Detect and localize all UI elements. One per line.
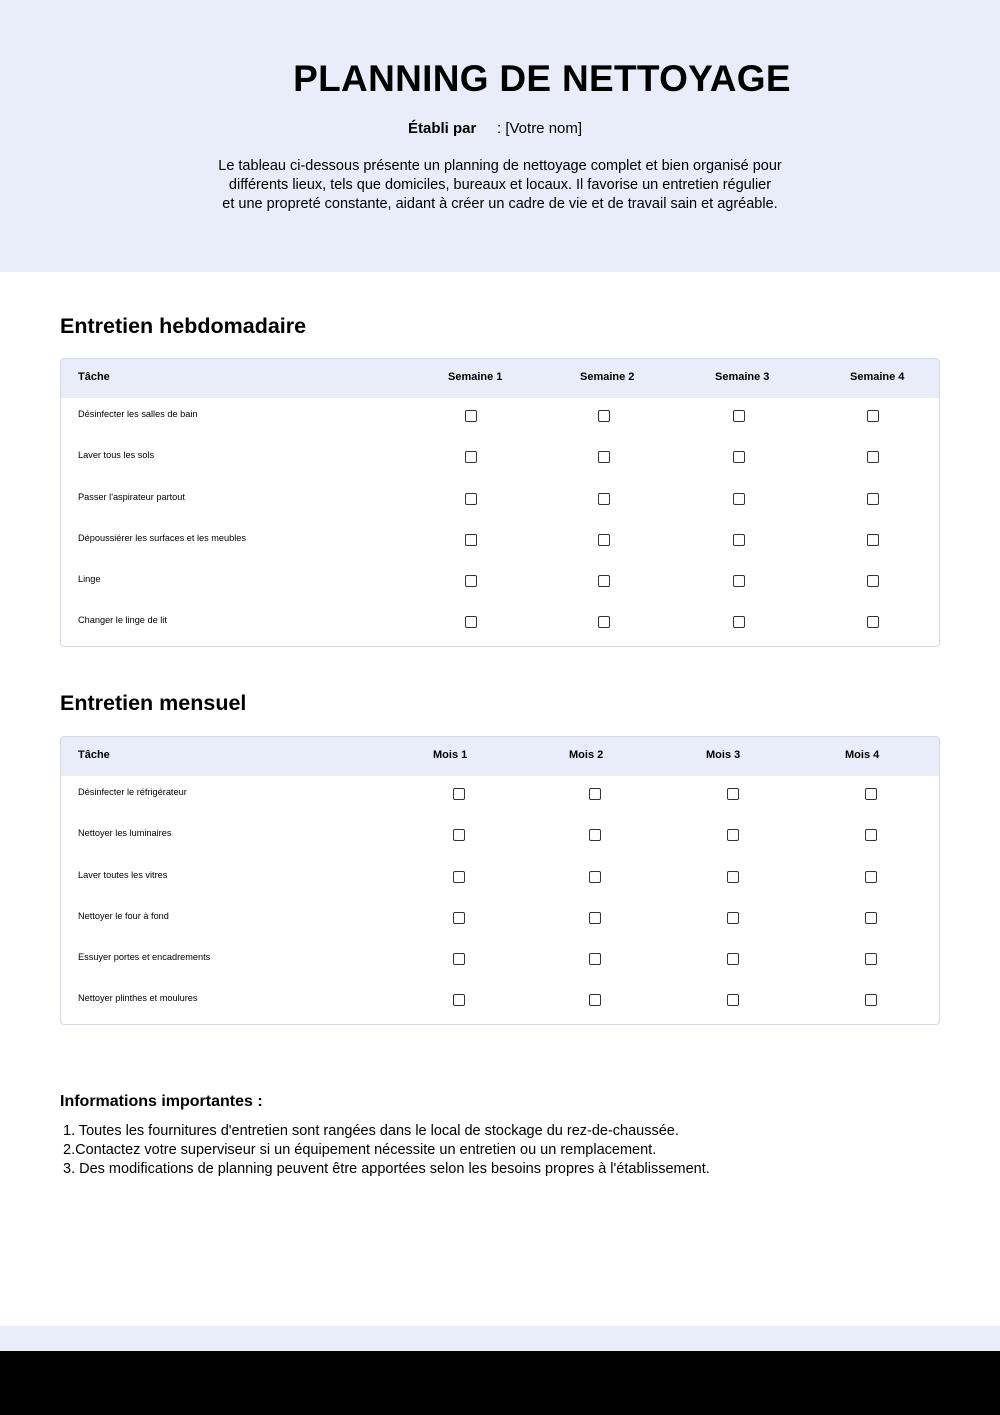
info-item: 2.Contactez votre superviseur si un équipement nécessite un entretien ou un remplacement.	[63, 1142, 657, 1158]
weekly-table	[60, 358, 940, 647]
page-title: PLANNING DE NETTOYAGE	[293, 58, 791, 99]
checkbox[interactable]	[598, 575, 610, 587]
checkbox[interactable]	[589, 994, 601, 1006]
table-row	[61, 982, 939, 1023]
checkbox[interactable]	[865, 953, 877, 965]
checkbox[interactable]	[865, 994, 877, 1006]
checkbox[interactable]	[727, 912, 739, 924]
author-value[interactable]: : [Votre nom]	[497, 120, 583, 137]
task-label: Désinfecter le réfrigérateur	[78, 787, 187, 797]
table-row	[61, 439, 939, 480]
task-label: Changer le linge de lit	[78, 615, 167, 626]
author-label: Établi par	[408, 120, 477, 137]
intro-line: Le tableau ci-dessous présente un planning de nettoyage complet et bien organisé pour	[218, 158, 782, 174]
task-label: Passer l'aspirateur partout	[78, 491, 185, 502]
task-label: Laver tous les sols	[78, 450, 155, 461]
checkbox[interactable]	[589, 912, 601, 924]
table-row	[61, 481, 939, 522]
table-header	[61, 737, 939, 776]
checkbox[interactable]	[865, 829, 877, 841]
checkbox[interactable]	[465, 616, 477, 628]
checkbox[interactable]	[465, 575, 477, 587]
checkbox[interactable]	[727, 788, 739, 800]
checkbox[interactable]	[733, 616, 745, 628]
checkbox[interactable]	[867, 451, 879, 463]
info-list	[63, 1122, 710, 1179]
column-header-period: Semaine 3	[715, 371, 770, 383]
checkbox[interactable]	[733, 493, 745, 505]
column-header-period: Semaine 1	[448, 371, 503, 383]
table-row	[61, 817, 939, 858]
checkbox[interactable]	[867, 575, 879, 587]
table-row	[61, 941, 939, 982]
checkbox[interactable]	[465, 451, 477, 463]
checkbox[interactable]	[598, 534, 610, 546]
task-label: Nettoyer le four à fond	[78, 910, 169, 921]
monthly-section-title: Entretien mensuel	[60, 691, 247, 715]
checkbox[interactable]	[727, 829, 739, 841]
column-header-period: Mois 2	[569, 749, 604, 761]
column-header-period: Mois 1	[433, 749, 468, 761]
info-item: 1. Toutes les fournitures d'entretien sont rangées dans le local de stockage du rez-de-chaussée.	[63, 1123, 679, 1139]
checkbox[interactable]	[867, 616, 879, 628]
task-label: Nettoyer les luminaires	[78, 828, 172, 839]
checkbox[interactable]	[865, 871, 877, 883]
table-row	[61, 604, 939, 645]
weekly-section-title: Entretien hebdomadaire	[60, 314, 307, 338]
checkbox[interactable]	[733, 534, 745, 546]
checkbox[interactable]	[589, 871, 601, 883]
column-header-period: Semaine 4	[850, 371, 905, 383]
task-label: Nettoyer plinthes et moulures	[78, 993, 198, 1004]
task-label: Désinfecter les salles de bain	[78, 409, 198, 419]
checkbox[interactable]	[453, 871, 465, 883]
table-row	[61, 522, 939, 563]
checkbox[interactable]	[598, 493, 610, 505]
checkbox[interactable]	[867, 534, 879, 546]
checkbox[interactable]	[733, 451, 745, 463]
column-header-task: Tâche	[78, 749, 110, 761]
checkbox[interactable]	[727, 994, 739, 1006]
checkbox[interactable]	[598, 616, 610, 628]
checkbox[interactable]	[465, 534, 477, 546]
checkbox[interactable]	[727, 953, 739, 965]
footer-band	[0, 1326, 1000, 1351]
table-row	[61, 776, 939, 817]
checkbox[interactable]	[733, 575, 745, 587]
checkbox[interactable]	[465, 493, 477, 505]
column-header-task: Tâche	[78, 371, 110, 383]
checkbox[interactable]	[867, 410, 879, 422]
table-row	[61, 563, 939, 604]
checkbox[interactable]	[453, 912, 465, 924]
checkbox[interactable]	[465, 410, 477, 422]
checkbox[interactable]	[865, 912, 877, 924]
info-title: Informations importantes :	[60, 1093, 263, 1110]
checkbox[interactable]	[865, 788, 877, 800]
checkbox[interactable]	[589, 829, 601, 841]
table-row	[61, 859, 939, 900]
checkbox[interactable]	[598, 410, 610, 422]
checkbox[interactable]	[589, 953, 601, 965]
task-label: Laver toutes les vitres	[78, 869, 168, 880]
task-label: Essuyer portes et encadrements	[78, 952, 211, 963]
checkbox[interactable]	[598, 451, 610, 463]
task-label: Linge	[78, 574, 101, 585]
info-item: 3. Des modifications de planning peuvent être apportées selon les besoins propres à l'établissement.	[63, 1161, 710, 1177]
checkbox[interactable]	[733, 410, 745, 422]
column-header-period: Mois 4	[845, 749, 880, 761]
intro-line: et une propreté constante, aidant à créer un cadre de vie et de travail sain et agréable.	[222, 196, 778, 212]
task-label: Dépoussiérer les surfaces et les meubles	[78, 532, 247, 543]
table-row	[61, 900, 939, 941]
intro-line: différents lieux, tels que domiciles, bureaux et locaux. Il favorise un entretien régulier	[228, 177, 772, 193]
column-header-period: Semaine 2	[580, 371, 635, 383]
checkbox[interactable]	[589, 788, 601, 800]
checkbox[interactable]	[453, 829, 465, 841]
checkbox[interactable]	[867, 493, 879, 505]
checkbox[interactable]	[453, 788, 465, 800]
footer-bar	[0, 1351, 1000, 1415]
checkbox[interactable]	[453, 994, 465, 1006]
checkbox[interactable]	[727, 871, 739, 883]
table-header	[61, 359, 939, 398]
table-row	[61, 398, 939, 439]
intro-text	[200, 157, 800, 214]
monthly-table	[60, 736, 940, 1025]
checkbox[interactable]	[453, 953, 465, 965]
column-header-period: Mois 3	[706, 749, 741, 761]
